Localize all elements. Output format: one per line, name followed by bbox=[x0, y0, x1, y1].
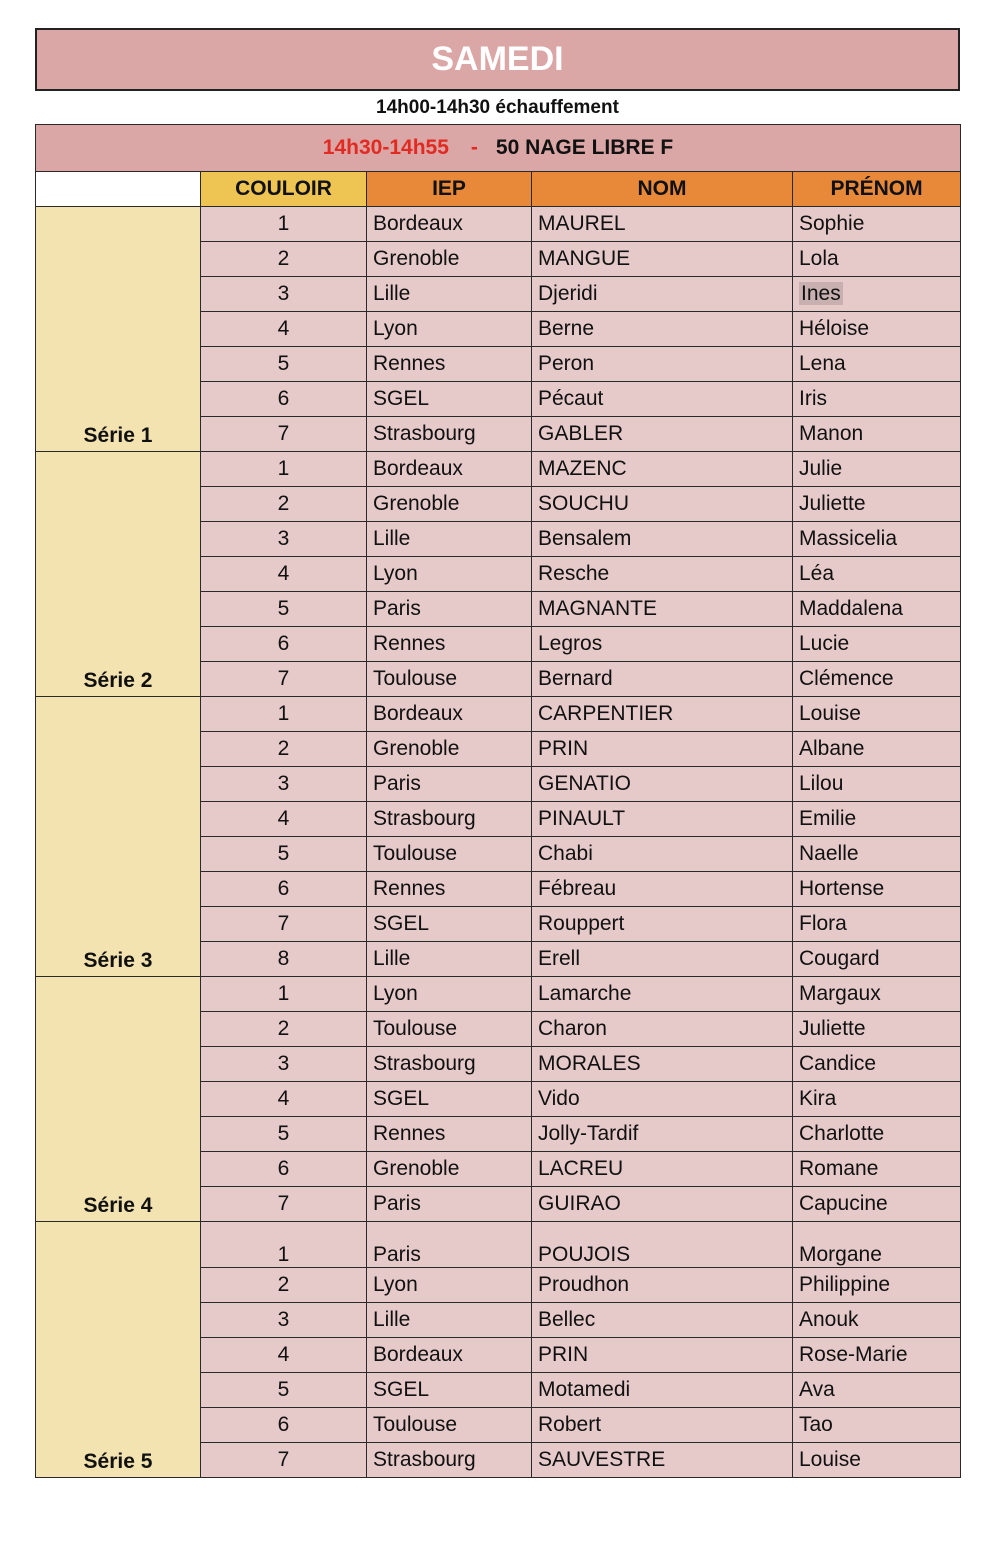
lane-cell: 4 bbox=[201, 802, 367, 837]
lane-cell: 2 bbox=[201, 1012, 367, 1047]
lane-cell: 5 bbox=[201, 837, 367, 872]
iep-cell: Bordeaux bbox=[367, 1338, 532, 1373]
lane-cell: 4 bbox=[201, 1338, 367, 1373]
lane-cell: 1 bbox=[201, 697, 367, 732]
table-row bbox=[36, 207, 961, 242]
prenom-cell: Manon bbox=[793, 417, 961, 452]
nom-cell: Bernard bbox=[532, 662, 793, 697]
prenom-cell: Léa bbox=[793, 557, 961, 592]
iep-cell: Paris bbox=[367, 592, 532, 627]
prenom-cell: Lucie bbox=[793, 627, 961, 662]
iep-cell: SGEL bbox=[367, 1082, 532, 1117]
lane-cell: 7 bbox=[201, 1443, 367, 1478]
lane-cell: 3 bbox=[201, 277, 367, 312]
table-row bbox=[36, 697, 961, 732]
nom-cell: Bensalem bbox=[532, 522, 793, 557]
lane-cell: 5 bbox=[201, 347, 367, 382]
nom-cell: GABLER bbox=[532, 417, 793, 452]
nom-cell: Erell bbox=[532, 942, 793, 977]
prenom-cell: Lola bbox=[793, 242, 961, 277]
prenom-cell: Juliette bbox=[793, 487, 961, 522]
column-header-nom: NOM bbox=[532, 172, 793, 207]
lane-cell: 1 bbox=[201, 207, 367, 242]
lane-cell: 7 bbox=[201, 907, 367, 942]
iep-cell: SGEL bbox=[367, 907, 532, 942]
lane-cell: 6 bbox=[201, 1408, 367, 1443]
nom-cell: Robert bbox=[532, 1408, 793, 1443]
nom-cell: Chabi bbox=[532, 837, 793, 872]
header-blank-cell bbox=[36, 172, 201, 207]
lane-cell: 5 bbox=[201, 1373, 367, 1408]
iep-cell: Lyon bbox=[367, 977, 532, 1012]
nom-cell: Berne bbox=[532, 312, 793, 347]
iep-cell: Bordeaux bbox=[367, 697, 532, 732]
table-row bbox=[36, 1222, 961, 1268]
nom-cell: MORALES bbox=[532, 1047, 793, 1082]
nom-cell: Resche bbox=[532, 557, 793, 592]
prenom-cell: Clémence bbox=[793, 662, 961, 697]
nom-cell: Vido bbox=[532, 1082, 793, 1117]
lane-cell: 4 bbox=[201, 312, 367, 347]
prenom-cell: Candice bbox=[793, 1047, 961, 1082]
iep-cell: Strasbourg bbox=[367, 417, 532, 452]
lane-cell: 6 bbox=[201, 872, 367, 907]
lane-cell: 2 bbox=[201, 242, 367, 277]
table-row bbox=[36, 977, 961, 1012]
lane-cell: 3 bbox=[201, 1047, 367, 1082]
lane-cell: 5 bbox=[201, 1117, 367, 1152]
iep-cell: Strasbourg bbox=[367, 802, 532, 837]
nom-cell: POUJOIS bbox=[532, 1222, 793, 1268]
iep-cell: SGEL bbox=[367, 1373, 532, 1408]
prenom-cell: Margaux bbox=[793, 977, 961, 1012]
nom-cell: PINAULT bbox=[532, 802, 793, 837]
iep-cell: Paris bbox=[367, 1222, 532, 1268]
nom-cell: GUIRAO bbox=[532, 1187, 793, 1222]
prenom-cell: Juliette bbox=[793, 1012, 961, 1047]
iep-cell: Rennes bbox=[367, 872, 532, 907]
iep-cell: Toulouse bbox=[367, 1408, 532, 1443]
nom-cell: Motamedi bbox=[532, 1373, 793, 1408]
prenom-cell: Julie bbox=[793, 452, 961, 487]
lane-cell: 7 bbox=[201, 662, 367, 697]
prenom-cell: Sophie bbox=[793, 207, 961, 242]
prenom-cell: Rose-Marie bbox=[793, 1338, 961, 1373]
lane-cell: 1 bbox=[201, 977, 367, 1012]
iep-cell: Lille bbox=[367, 522, 532, 557]
iep-cell: Lille bbox=[367, 277, 532, 312]
serie-label: Série 4 bbox=[36, 977, 201, 1222]
lane-cell: 3 bbox=[201, 1303, 367, 1338]
prenom-cell: Tao bbox=[793, 1408, 961, 1443]
prenom-cell: Massicelia bbox=[793, 522, 961, 557]
lane-cell: 4 bbox=[201, 557, 367, 592]
event-separator: - bbox=[470, 136, 478, 159]
lane-cell: 4 bbox=[201, 1082, 367, 1117]
nom-cell: CARPENTIER bbox=[532, 697, 793, 732]
column-header-iep: IEP bbox=[367, 172, 532, 207]
lane-cell: 7 bbox=[201, 1187, 367, 1222]
nom-cell: MAUREL bbox=[532, 207, 793, 242]
nom-cell: Peron bbox=[532, 347, 793, 382]
prenom-cell: Charlotte bbox=[793, 1117, 961, 1152]
prenom-cell: Cougard bbox=[793, 942, 961, 977]
serie-label: Série 5 bbox=[36, 1222, 201, 1478]
column-header-prenom: PRÉNOM bbox=[793, 172, 961, 207]
lane-cell: 1 bbox=[201, 1222, 367, 1268]
iep-cell: Strasbourg bbox=[367, 1047, 532, 1082]
prenom-cell: Albane bbox=[793, 732, 961, 767]
prenom-cell bbox=[793, 277, 961, 312]
prenom-cell: Philippine bbox=[793, 1268, 961, 1303]
nom-cell: Charon bbox=[532, 1012, 793, 1047]
iep-cell: Toulouse bbox=[367, 1012, 532, 1047]
column-header-row bbox=[36, 172, 961, 207]
lane-cell: 2 bbox=[201, 1268, 367, 1303]
warmup-line bbox=[35, 94, 960, 122]
nom-cell: LACREU bbox=[532, 1152, 793, 1187]
serie-label: Série 1 bbox=[36, 207, 201, 452]
iep-cell: Grenoble bbox=[367, 487, 532, 522]
nom-cell: Lamarche bbox=[532, 977, 793, 1012]
prenom-cell: Maddalena bbox=[793, 592, 961, 627]
iep-cell: Lyon bbox=[367, 557, 532, 592]
column-header-lane: COULOIR bbox=[201, 172, 367, 207]
prenom-cell: Kira bbox=[793, 1082, 961, 1117]
prenom-cell: Ava bbox=[793, 1373, 961, 1408]
prenom-cell: Hortense bbox=[793, 872, 961, 907]
nom-cell: MANGUE bbox=[532, 242, 793, 277]
nom-cell: Pécaut bbox=[532, 382, 793, 417]
nom-cell: SOUCHU bbox=[532, 487, 793, 522]
iep-cell: Grenoble bbox=[367, 1152, 532, 1187]
iep-cell: Toulouse bbox=[367, 837, 532, 872]
iep-cell: Lille bbox=[367, 942, 532, 977]
prenom-cell: Lilou bbox=[793, 767, 961, 802]
iep-cell: Lyon bbox=[367, 1268, 532, 1303]
lane-cell: 1 bbox=[201, 452, 367, 487]
lane-cell: 3 bbox=[201, 767, 367, 802]
prenom-cell: Héloise bbox=[793, 312, 961, 347]
nom-cell: MAGNANTE bbox=[532, 592, 793, 627]
prenom-cell: Louise bbox=[793, 697, 961, 732]
iep-cell: Bordeaux bbox=[367, 207, 532, 242]
lane-cell: 2 bbox=[201, 732, 367, 767]
table-row bbox=[36, 452, 961, 487]
nom-cell: Rouppert bbox=[532, 907, 793, 942]
prenom-cell: Emilie bbox=[793, 802, 961, 837]
lane-cell: 6 bbox=[201, 627, 367, 662]
nom-cell: Legros bbox=[532, 627, 793, 662]
nom-cell: PRIN bbox=[532, 1338, 793, 1373]
lane-cell: 2 bbox=[201, 487, 367, 522]
lane-cell: 6 bbox=[201, 382, 367, 417]
day-banner bbox=[35, 28, 960, 91]
iep-cell: Rennes bbox=[367, 627, 532, 662]
iep-cell: Paris bbox=[367, 1187, 532, 1222]
event-name: 50 NAGE LIBRE F bbox=[495, 136, 674, 159]
iep-cell: Strasbourg bbox=[367, 1443, 532, 1478]
serie-label: Série 3 bbox=[36, 697, 201, 977]
nom-cell: MAZENC bbox=[532, 452, 793, 487]
serie-label: Série 2 bbox=[36, 452, 201, 697]
nom-cell: Fébreau bbox=[532, 872, 793, 907]
prenom-cell: Capucine bbox=[793, 1187, 961, 1222]
iep-cell: Lille bbox=[367, 1303, 532, 1338]
iep-cell: Rennes bbox=[367, 347, 532, 382]
nom-cell: SAUVESTRE bbox=[532, 1443, 793, 1478]
prenom-cell: Morgane bbox=[793, 1222, 961, 1268]
iep-cell: Bordeaux bbox=[367, 452, 532, 487]
nom-cell: Bellec bbox=[532, 1303, 793, 1338]
iep-cell: Grenoble bbox=[367, 242, 532, 277]
warmup-text: 14h00-14h30 échauffement bbox=[376, 97, 619, 118]
nom-cell: Djeridi bbox=[532, 277, 793, 312]
iep-cell: Lyon bbox=[367, 312, 532, 347]
prenom-cell: Flora bbox=[793, 907, 961, 942]
event-header bbox=[36, 125, 961, 172]
prenom-cell: Romane bbox=[793, 1152, 961, 1187]
lane-cell: 6 bbox=[201, 1152, 367, 1187]
lane-cell: 3 bbox=[201, 522, 367, 557]
iep-cell: Rennes bbox=[367, 1117, 532, 1152]
prenom-cell: Anouk bbox=[793, 1303, 961, 1338]
prenom-cell: Lena bbox=[793, 347, 961, 382]
event-time: 14h30-14h55 bbox=[322, 136, 449, 159]
nom-cell: GENATIO bbox=[532, 767, 793, 802]
nom-cell: PRIN bbox=[532, 732, 793, 767]
prenom-cell: Naelle bbox=[793, 837, 961, 872]
iep-cell: Toulouse bbox=[367, 662, 532, 697]
day-title: SAMEDI bbox=[431, 40, 564, 78]
lane-cell: 8 bbox=[201, 942, 367, 977]
prenom-cell: Louise bbox=[793, 1443, 961, 1478]
highlighted-text: Ines bbox=[801, 282, 841, 305]
iep-cell: SGEL bbox=[367, 382, 532, 417]
lane-cell: 7 bbox=[201, 417, 367, 452]
nom-cell: Jolly-Tardif bbox=[532, 1117, 793, 1152]
lane-cell: 5 bbox=[201, 592, 367, 627]
heat-table bbox=[35, 124, 961, 1478]
event-header-row bbox=[36, 125, 961, 172]
iep-cell: Grenoble bbox=[367, 732, 532, 767]
iep-cell: Paris bbox=[367, 767, 532, 802]
prenom-cell: Iris bbox=[793, 382, 961, 417]
nom-cell: Proudhon bbox=[532, 1268, 793, 1303]
